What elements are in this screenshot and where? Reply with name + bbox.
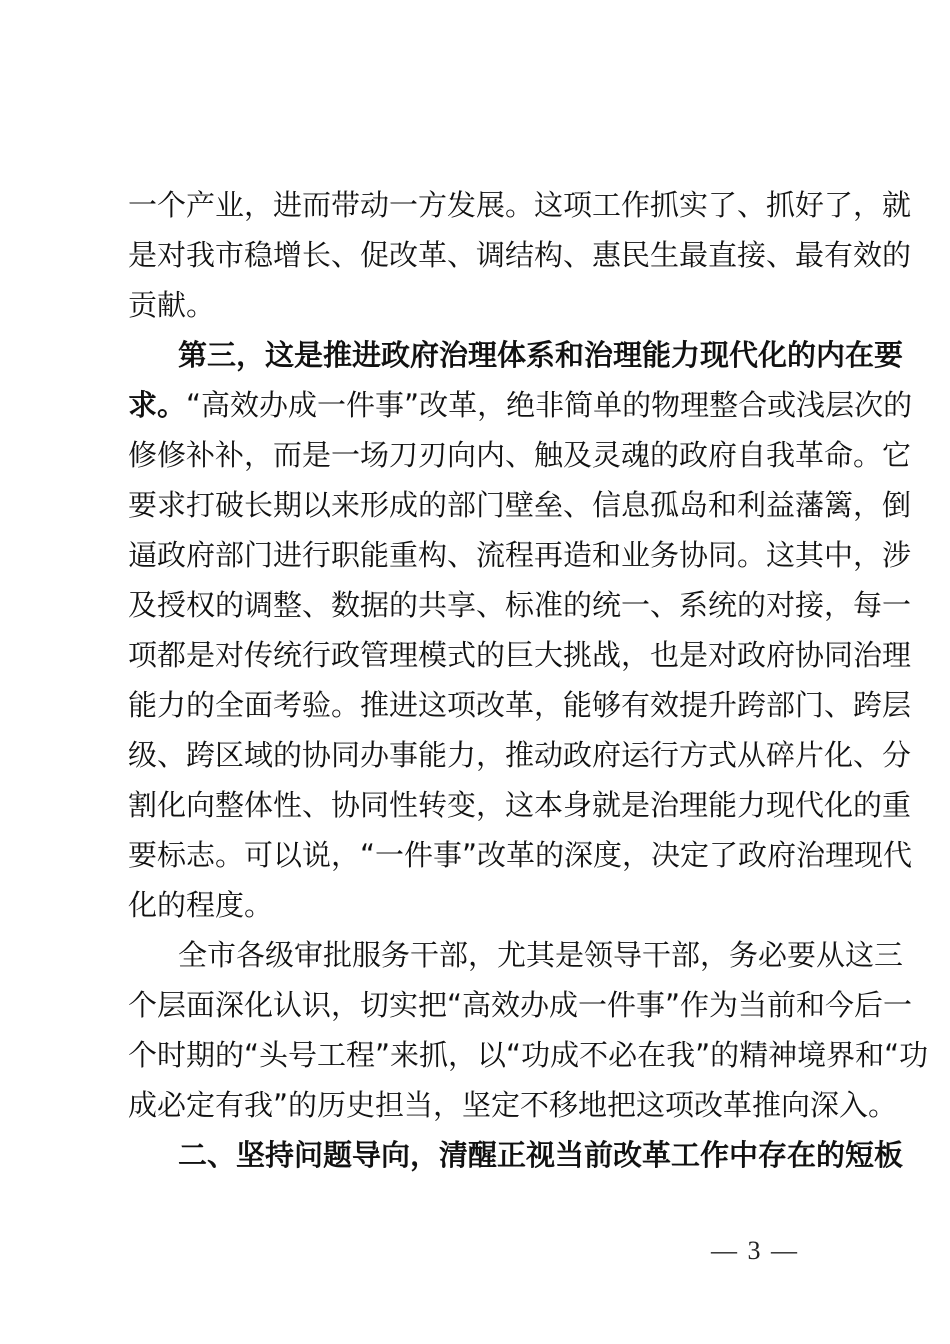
text-line xyxy=(128,585,912,625)
regular-text: 个层面深化认识，切实把“高效办成一件事”作为当前和今后一 xyxy=(128,988,913,1022)
text-line xyxy=(128,785,912,825)
regular-text: 成必定有我”的历史担当，坚定不移地把这项改革推向深入。 xyxy=(128,1088,898,1122)
regular-text: 要求打破长期以来形成的部门壁垒、信息孤岛和利益藩篱，倒 xyxy=(128,488,912,522)
text-line xyxy=(128,735,912,775)
text-line xyxy=(128,835,913,875)
regular-text: 项都是对传统行政管理模式的巨大挑战，也是对政府协同治理 xyxy=(128,638,912,672)
text-line xyxy=(178,935,904,975)
regular-text: 及授权的调整、数据的共享、标准的统一、系统的对接，每一 xyxy=(128,588,912,622)
text-line xyxy=(128,1035,929,1075)
bold-text: 求。 xyxy=(128,388,187,422)
text-line xyxy=(128,435,912,475)
text-line xyxy=(128,635,912,675)
regular-text: 要标志。可以说，“一件事”改革的深度，决定了政府治理现代 xyxy=(128,838,913,872)
text-line xyxy=(128,185,912,225)
bold-text: 二、坚持问题导向，清醒正视当前改革工作中存在的短板 xyxy=(178,1138,904,1172)
text-line xyxy=(178,335,904,375)
text-line xyxy=(128,985,913,1025)
text-line xyxy=(128,285,832,325)
text-line xyxy=(128,1085,898,1125)
regular-text: 逼政府部门进行职能重构、流程再造和业务协同。这其中，涉 xyxy=(128,538,912,572)
regular-text: 一个产业，进而带动一方发展。这项工作抓实了、抓好了，就 xyxy=(128,188,912,222)
regular-text: “高效办成一件事”改革，绝非简单的物理整合或浅层次的 xyxy=(186,388,913,422)
regular-text: 修修补补，而是一场刀刃向内、触及灵魂的政府自我革命。它 xyxy=(128,438,912,472)
regular-text: 贡献。 xyxy=(128,288,216,322)
text-line xyxy=(128,385,913,425)
regular-text: 割化向整体性、协同性转变，这本身就是治理能力现代化的重 xyxy=(128,788,912,822)
text-line xyxy=(128,885,832,925)
regular-text: 个时期的“头号工程”来抓，以“功成不必在我”的精神境界和“功 xyxy=(128,1038,929,1072)
regular-text: 能力的全面考验。推进这项改革，能够有效提升跨部门、跨层 xyxy=(128,688,912,722)
text-line xyxy=(128,235,912,275)
text-line xyxy=(178,1135,904,1175)
page-number: — 3 — xyxy=(711,1236,799,1265)
text-line xyxy=(128,485,912,525)
bold-text: 第三，这是推进政府治理体系和治理能力现代化的内在要 xyxy=(178,338,904,372)
text-line xyxy=(128,685,912,725)
regular-text: 级、跨区域的协同办事能力，推动政府运行方式从碎片化、分 xyxy=(128,738,912,772)
regular-text: 全市各级审批服务干部，尤其是领导干部，务必要从这三 xyxy=(178,938,904,972)
text-line xyxy=(128,535,912,575)
regular-text: 化的程度。 xyxy=(128,888,274,922)
regular-text: 是对我市稳增长、促改革、调结构、惠民生最直接、最有效的 xyxy=(128,238,912,272)
